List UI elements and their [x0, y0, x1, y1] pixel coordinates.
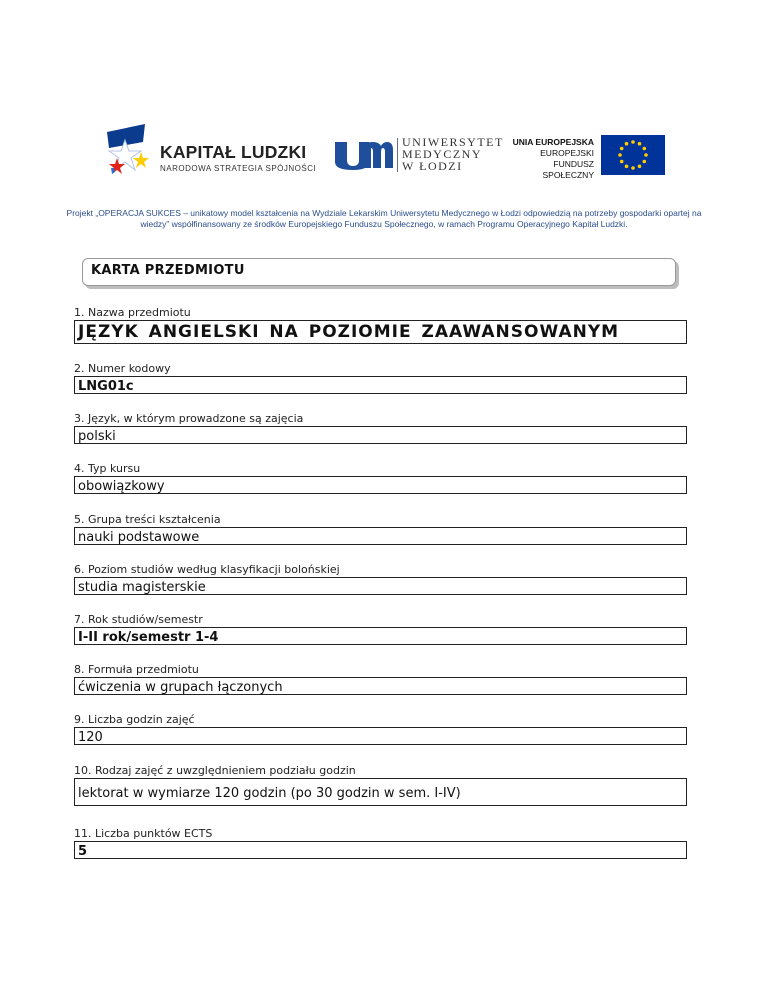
- field-value: I-II rok/semestr 1-4: [78, 630, 219, 645]
- field-value-box: [74, 376, 687, 394]
- field-course-name: [74, 306, 687, 344]
- field-label: 10. Rodzaj zajęć z uwzględnieniem podziału godzin: [74, 764, 356, 777]
- field-value: LNG01c: [78, 379, 134, 394]
- field-hours: [74, 713, 687, 745]
- ue-line-1: UNIA EUROPEJSKA: [512, 137, 594, 147]
- logo-header: [0, 0, 768, 200]
- field-value: studia magisterskie: [78, 580, 206, 595]
- field-value: 5: [78, 844, 88, 859]
- field-course-code: [74, 362, 687, 394]
- field-value: JĘZYK ANGIELSKI NA POZIOMIE ZAAWANSOWANYM: [78, 322, 620, 342]
- field-value: obowiązkowy: [78, 479, 165, 494]
- um-logo-icon: [333, 138, 393, 172]
- field-value-box: [74, 476, 687, 494]
- card-title: KARTA PRZEDMIOTU: [91, 263, 245, 278]
- um-logo-text: [402, 136, 504, 172]
- field-value-box: [74, 841, 687, 859]
- ue-line-2: EUROPEJSKI: [540, 148, 594, 158]
- eu-flag-icon: [601, 135, 665, 175]
- field-value-box: [74, 627, 687, 645]
- field-course-formula: [74, 663, 687, 695]
- ue-line-3: FUNDUSZ SPOŁECZNY: [542, 159, 594, 180]
- field-class-type: [74, 764, 687, 806]
- field-value-box: [74, 577, 687, 595]
- kapital-ludzki-logo-icon: [105, 122, 157, 184]
- field-value-box: [74, 778, 687, 806]
- kapital-ludzki-subtitle: NARODOWA STRATEGIA SPÓJNOŚCI: [160, 164, 317, 173]
- field-value: nauki podstawowe: [78, 530, 200, 545]
- field-value-box: [74, 677, 687, 695]
- field-label: 11. Liczba punktów ECTS: [74, 827, 213, 840]
- field-value: lektorat w wymiarze 120 godzin (po 30 godzin w sem. I-IV): [78, 786, 461, 801]
- kapital-ludzki-title: KAPITAŁ LUDZKI: [160, 142, 307, 162]
- field-label: 8. Formuła przedmiotu: [74, 663, 199, 676]
- um-line-1: UNIWERSYTET: [402, 135, 504, 149]
- field-value: 120: [78, 730, 103, 745]
- field-label: 7. Rok studiów/semestr: [74, 613, 203, 626]
- field-label: 4. Typ kursu: [74, 462, 141, 475]
- field-value-box: [74, 527, 687, 545]
- um-logo-divider: [397, 138, 398, 172]
- field-content-group: [74, 513, 687, 545]
- card-title-box: [82, 258, 676, 286]
- project-description: Projekt „OPERACJA SUKCES – unikatowy model kształcenia na Wydziale Lekarskim Uniwersytetu Medycznego w Łodzi odpowiedzią na potrzeby gospodarki opartej na wiedzy” współfinansowany ze środków Europejskiego Funduszu Społecznego, w ramach Programu Operacyjnego Kapitał Ludzki.: [66, 208, 702, 229]
- um-line-2: MEDYCZNY: [402, 147, 482, 161]
- field-label: 6. Poziom studiów według klasyfikacji bolońskiej: [74, 563, 340, 576]
- field-value: ćwiczenia w grupach łączonych: [78, 680, 283, 695]
- field-ects: [74, 827, 687, 859]
- ue-logo-text: [512, 137, 594, 181]
- field-value-box: [74, 320, 687, 344]
- field-study-level: [74, 563, 687, 595]
- field-label: 5. Grupa treści kształcenia: [74, 513, 221, 526]
- field-label: 2. Numer kodowy: [74, 362, 171, 375]
- um-line-3: W ŁODZI: [402, 159, 463, 173]
- field-language: [74, 412, 687, 444]
- field-value-box: [74, 727, 687, 745]
- field-label: 9. Liczba godzin zajęć: [74, 713, 195, 726]
- field-label: 1. Nazwa przedmiotu: [74, 306, 191, 319]
- field-course-type: [74, 462, 687, 494]
- field-label: 3. Język, w którym prowadzone są zajęcia: [74, 412, 304, 425]
- field-value: polski: [78, 429, 116, 444]
- field-value-box: [74, 426, 687, 444]
- field-year-semester: [74, 613, 687, 645]
